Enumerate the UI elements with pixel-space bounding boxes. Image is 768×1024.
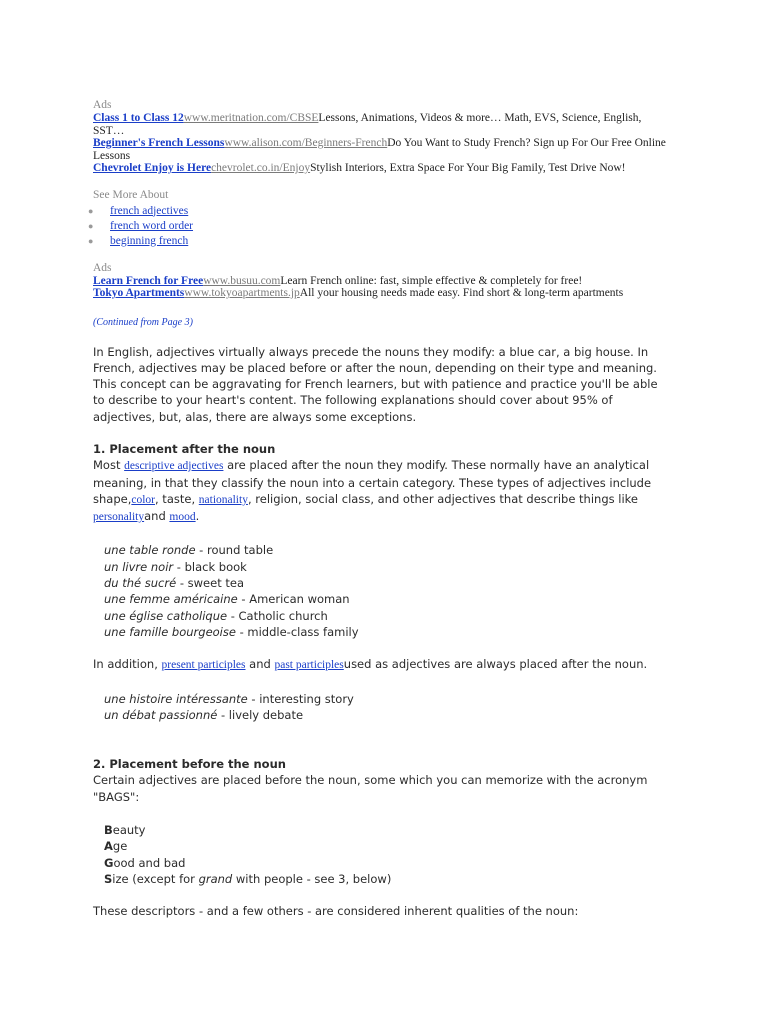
bags-letter: G <box>104 855 114 870</box>
example-item <box>104 707 673 723</box>
bags-letter: S <box>104 871 113 886</box>
personality-link[interactable]: personality <box>93 511 145 524</box>
french-phrase: une table ronde <box>104 543 196 558</box>
section-2-intro: Certain adjectives are placed before the noun, some which you can memorize with the acronym "BAGS": <box>93 773 648 804</box>
french-phrase: un débat passionné <box>104 707 218 722</box>
present-participles-link[interactable]: present participles <box>161 659 246 672</box>
ad-url-link[interactable]: www.meritnation.com/CBSE <box>183 112 319 124</box>
example-item <box>104 559 673 575</box>
participles-paragraph <box>93 656 673 673</box>
ad-item <box>93 287 673 300</box>
ad-item <box>93 275 673 288</box>
bags-rest: ood and bad <box>113 855 186 870</box>
bags-letter: B <box>104 823 113 838</box>
see-more-link[interactable]: french word order <box>110 219 194 232</box>
ad-item <box>93 112 673 137</box>
bags-item <box>104 855 673 871</box>
bullet-icon: ● <box>88 220 94 231</box>
french-phrase: une femme américaine <box>104 592 238 607</box>
text-fragment: and <box>245 657 275 672</box>
descriptors-paragraph: These descriptors - and a few others - are considered inherent qualities of the noun: <box>93 904 579 919</box>
english-gloss: - black book <box>173 559 247 574</box>
ads-label: Ads <box>93 99 112 111</box>
grand-word: grand <box>198 871 233 886</box>
example-item <box>104 691 673 707</box>
section-2-heading: 2. Placement before the noun <box>93 757 286 772</box>
intro-paragraph: In English, adjectives virtually always precede the nouns they modify: a blue car, a big house. In French, adjectives may be placed before or after the noun, depending on their type and meaning. This concept can be aggravating for French learners, but with patience and practice you'll be able to describe to your heart's content. The following explanations should cover about 95% of adjectives, but, alas, there are always some exceptions. <box>93 344 658 424</box>
example-item <box>104 575 673 591</box>
ads-block-2 <box>93 261 673 300</box>
see-more-item <box>88 219 673 234</box>
text-fragment: and <box>144 509 170 524</box>
example-item <box>104 608 673 624</box>
english-gloss: - American woman <box>237 592 350 607</box>
past-participles-link[interactable]: past participles <box>274 659 344 672</box>
color-link[interactable]: color <box>131 493 155 506</box>
french-phrase: du thé sucré <box>104 576 177 591</box>
english-gloss: - Catholic church <box>227 608 328 623</box>
text-fragment: used as adjectives are always placed after the noun. <box>343 657 648 672</box>
ad-title-link[interactable]: Class 1 to Class 12 <box>93 112 184 124</box>
ad-title-link[interactable]: Chevrolet Enjoy is Here <box>93 162 212 174</box>
mood-link[interactable]: mood <box>169 511 196 524</box>
example-item <box>104 624 673 640</box>
ad-title-link[interactable]: Tokyo Apartments <box>93 287 185 299</box>
ad-item <box>93 162 673 175</box>
text-fragment: are placed after the noun they modify. These normally have an analytical meaning, in that they classify the noun into a certain category. These types of adjectives include shape, <box>93 458 652 506</box>
bags-item <box>104 871 673 887</box>
example-item <box>104 542 673 558</box>
text-fragment: In addition, <box>93 657 162 672</box>
french-phrase: une famille bourgeoise <box>104 624 236 639</box>
see-more-list <box>88 204 673 249</box>
bags-list <box>104 822 673 887</box>
see-more-link[interactable]: french adjectives <box>110 204 189 217</box>
bags-rest: ize (except for <box>112 871 199 886</box>
nationality-link[interactable]: nationality <box>198 493 248 506</box>
ad-url-link[interactable]: www.alison.com/Beginners-French <box>224 137 388 149</box>
bags-rest: ge <box>112 839 128 854</box>
bags-item <box>104 822 673 838</box>
section-1-heading: 1. Placement after the noun <box>93 441 276 456</box>
text-fragment: . <box>195 509 200 524</box>
english-gloss: - interesting story <box>247 691 354 706</box>
bullet-icon: ● <box>88 235 94 246</box>
bags-letter: A <box>104 839 113 854</box>
see-more-item <box>88 204 673 219</box>
descriptive-adjectives-link[interactable]: descriptive adjectives <box>124 460 224 473</box>
section-1-paragraph <box>93 457 673 525</box>
french-phrase: un livre noir <box>104 559 174 574</box>
participle-examples-list <box>104 691 673 724</box>
ad-description: All your housing needs made easy. Find short & long-term apartments <box>299 287 624 299</box>
bullet-icon: ● <box>88 205 94 216</box>
examples-list <box>104 542 673 640</box>
english-gloss: - middle-class family <box>235 624 359 639</box>
ad-url-link[interactable]: chevrolet.co.in/Enjoy <box>211 162 311 174</box>
see-more-label: See More About <box>93 188 169 201</box>
text-fragment: Most <box>93 458 125 473</box>
ad-description: Stylish Interiors, Extra Space For Your Big Family, Test Drive Now! <box>310 162 626 174</box>
ad-item <box>93 137 673 162</box>
article-page <box>88 98 673 920</box>
text-fragment: , taste, <box>155 491 199 506</box>
english-gloss: - round table <box>195 543 274 558</box>
text-fragment: , religion, social class, and other adjectives that describe things like <box>247 491 638 506</box>
continued-note: (Continued from Page 3) <box>93 316 193 328</box>
ad-url-link[interactable]: www.tokyoapartments.jp <box>184 287 300 299</box>
french-phrase: une église catholique <box>104 608 228 623</box>
ads-label: Ads <box>93 261 112 274</box>
bags-rest-tail: with people - see 3, below) <box>232 871 392 886</box>
see-more-item <box>88 234 673 249</box>
example-item <box>104 591 673 607</box>
bags-rest: eauty <box>112 823 146 838</box>
ad-description: Learn French online: fast, simple effective & completely for free! <box>280 274 583 287</box>
english-gloss: - sweet tea <box>176 576 244 591</box>
see-more-about <box>88 188 673 249</box>
ad-description: Do You Want to Study French? Sign up For Our Free Online Lessons <box>93 137 666 162</box>
ads-block-1 <box>93 98 673 175</box>
ad-description: Lessons, Animations, Videos & more… Math, EVS, Science, English, SST… <box>93 112 642 137</box>
bags-item <box>104 838 673 854</box>
ad-title-link[interactable]: Beginner's French Lessons <box>93 137 225 149</box>
see-more-link[interactable]: beginning french <box>110 234 189 247</box>
ad-url-link[interactable]: www.busuu.com <box>203 274 281 287</box>
ad-title-link[interactable]: Learn French for Free <box>93 274 204 287</box>
french-phrase: une histoire intéressante <box>104 691 248 706</box>
english-gloss: - lively debate <box>217 707 304 722</box>
